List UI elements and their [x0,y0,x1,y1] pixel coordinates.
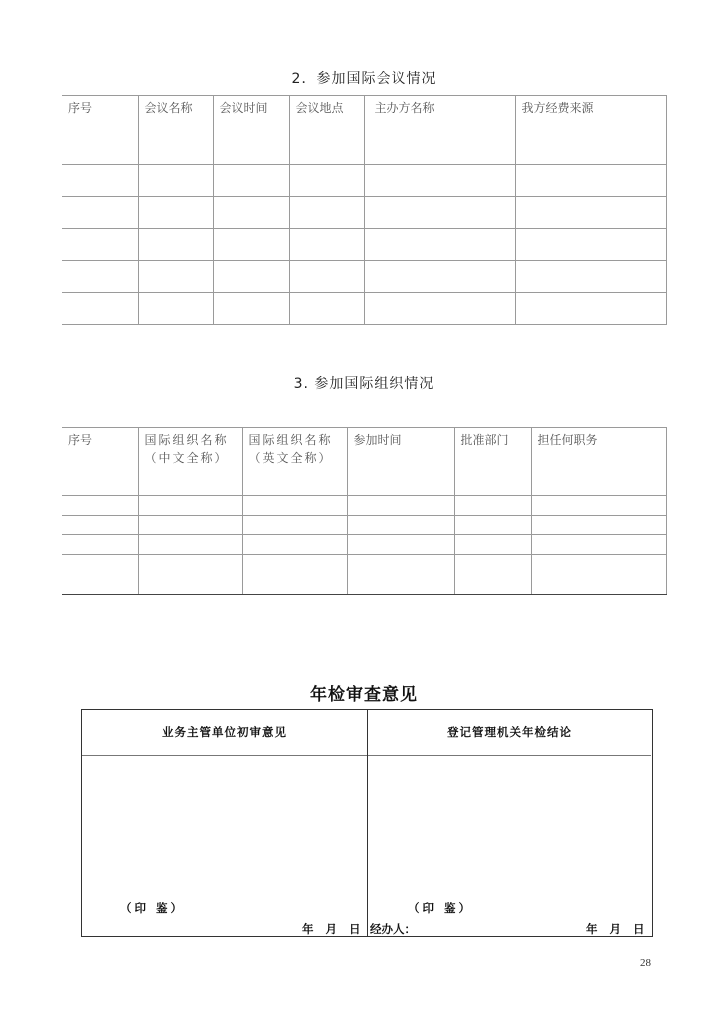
table-cell [213,165,289,197]
table-cell [454,535,531,555]
table-cell [347,535,454,555]
table-cell [242,496,347,516]
review-title: 年检审查意见 [310,685,418,705]
table-row [62,197,666,229]
table-cell [364,197,515,229]
table-cell [454,516,531,535]
table-cell [138,293,213,325]
table-cell [364,261,515,293]
header-cell: 主办方名称 [364,96,515,165]
table-cell [364,165,515,197]
table-header-row [62,96,666,165]
table-cell [62,165,138,197]
table-cell [515,229,666,261]
header-cell: 参加时间 [347,428,454,496]
table-cell [347,496,454,516]
seal-label: （印 鉴） [120,901,186,915]
table-cell [62,555,138,595]
table-cell [515,165,666,197]
table-cell [62,516,138,535]
table-row [62,261,666,293]
table-cell [62,261,138,293]
table-cell [531,496,666,516]
table-cell [531,516,666,535]
header-cell: 会议时间 [213,96,289,165]
date-label: 年 月 日 [302,922,361,936]
page-number: 28 [640,957,651,969]
table-cell [138,555,242,595]
organization-table [62,427,667,595]
table-cell [454,555,531,595]
table-cell [289,229,364,261]
seal-label: （印 鉴） [408,901,474,915]
header-cell: 我方经费来源 [515,96,666,165]
table-cell [138,496,242,516]
table-row [62,165,666,197]
registration-conclusion-column [368,710,651,936]
table-cell [242,535,347,555]
header-cell: 国际组织名称 （英文全称） [242,428,347,496]
registration-conclusion-header: 登记管理机关年检结论 [368,710,651,756]
table-cell [62,535,138,555]
table-cell [213,293,289,325]
header-cell: 担任何职务 [531,428,666,496]
table-cell [531,555,666,595]
table-cell [62,229,138,261]
table-cell [62,496,138,516]
table-header-row [62,428,666,496]
table-cell [138,229,213,261]
table-cell [213,197,289,229]
table-row [62,293,666,325]
header-cell: 会议地点 [289,96,364,165]
table-cell [531,535,666,555]
header-cell: 批准部门 [454,428,531,496]
handler-label: 经办人： [370,922,416,936]
table-cell [138,165,213,197]
conference-table [62,95,667,325]
table-cell [138,197,213,229]
table-cell [138,261,213,293]
supervisor-opinion-header: 业务主管单位初审意见 [82,710,367,756]
table-cell [454,496,531,516]
table-cell [289,197,364,229]
table-row [62,535,666,555]
supervisor-opinion-column [82,710,368,936]
table-cell [515,261,666,293]
table-row [62,229,666,261]
table-cell [289,293,364,325]
table-row [62,496,666,516]
table-cell [62,197,138,229]
table-cell [213,261,289,293]
table-cell [289,261,364,293]
table-cell [515,293,666,325]
table-cell [138,516,242,535]
table-cell [289,165,364,197]
table-cell [242,516,347,535]
section2-title: 2．参加国际会议情况 [291,71,437,87]
section3-title: 3. 参加国际组织情况 [293,376,435,392]
table-cell [515,197,666,229]
table-row [62,555,666,595]
table-cell [347,555,454,595]
header-cell: 国际组织名称 （中文全称） [138,428,242,496]
table-cell [364,293,515,325]
table-cell [138,535,242,555]
review-form [81,709,653,937]
table-cell [213,229,289,261]
table-cell [242,555,347,595]
header-cell: 序号 [62,428,138,496]
header-cell: 序号 [62,96,138,165]
date-label: 年 月 日 [586,922,645,936]
table-row [62,516,666,535]
table-cell [364,229,515,261]
header-cell: 会议名称 [138,96,213,165]
table-cell [62,293,138,325]
table-cell [347,516,454,535]
